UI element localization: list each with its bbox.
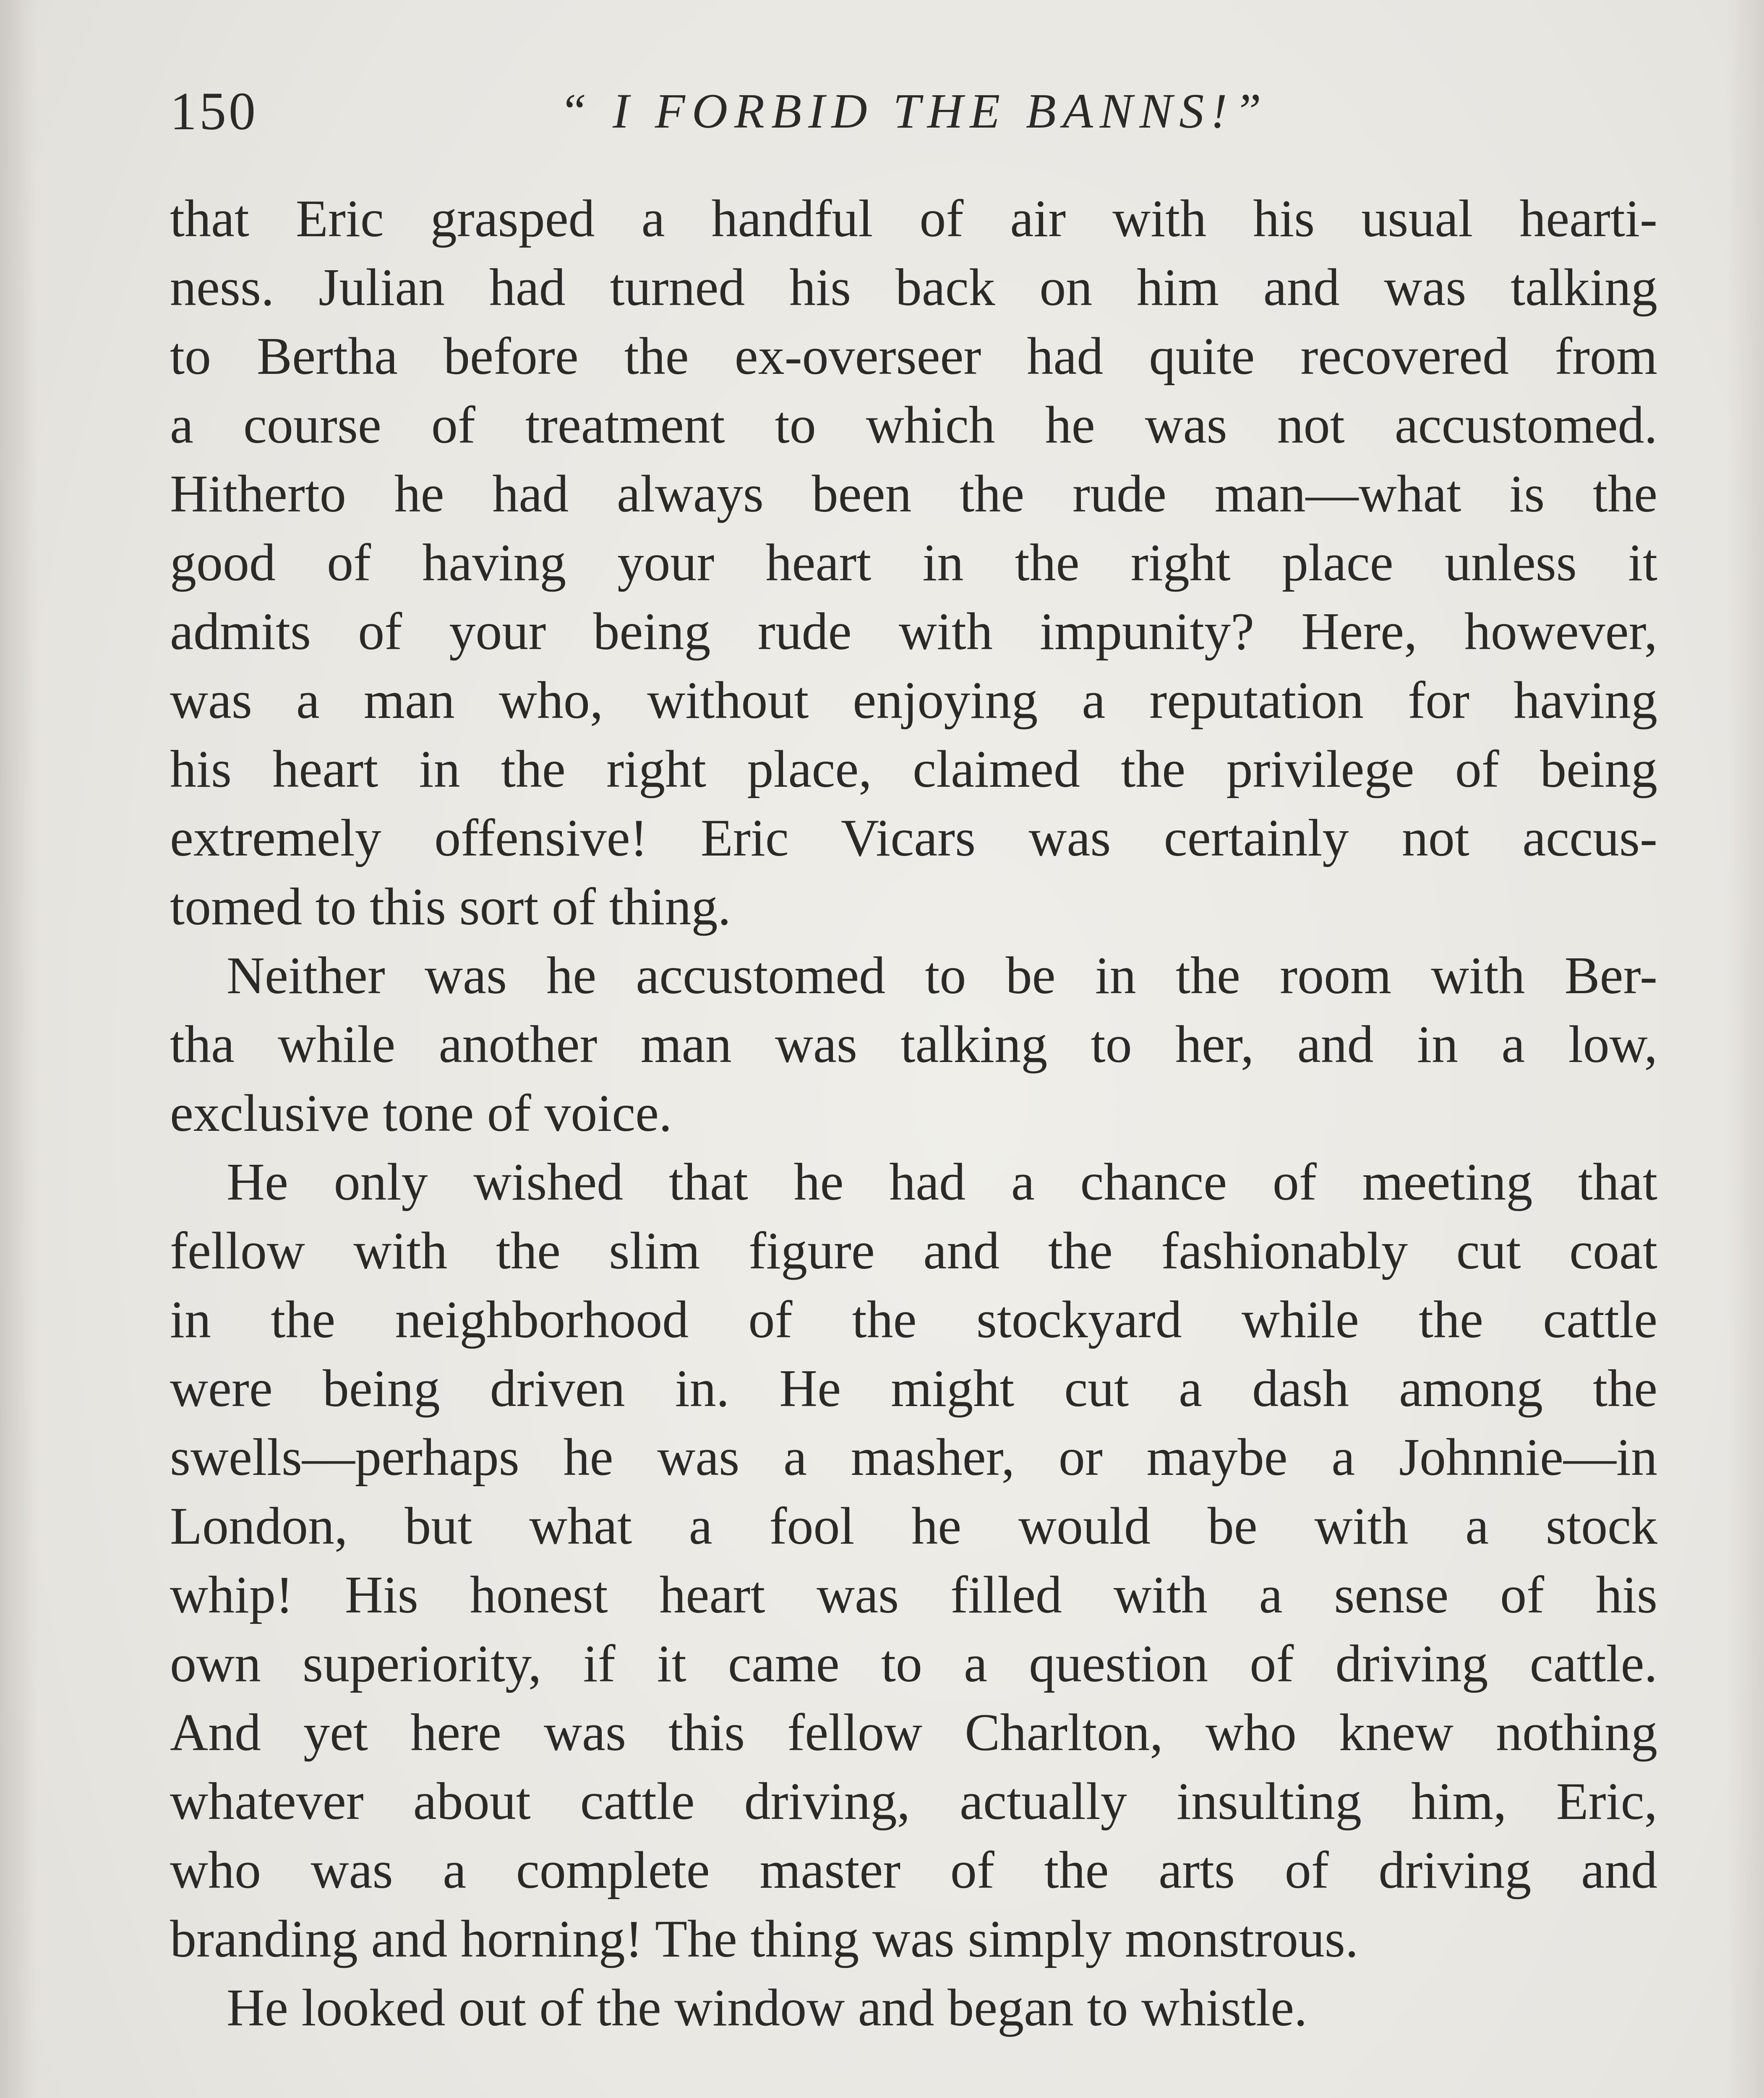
text-line: good of having your heart in the right place unless it [170, 534, 1657, 592]
text-line: branding and horning! The thing was simply monstrous. [170, 1910, 1359, 1968]
text-line: ness. Julian had turned his back on him and was talking [170, 258, 1657, 317]
text-line: that Eric grasped a handful of air with his usual hearti- [170, 190, 1657, 248]
running-head [170, 82, 1657, 141]
text-line: his heart in the right place, claimed the privilege of being [170, 740, 1657, 798]
text-line: was a man who, without enjoying a reputation for having [170, 671, 1657, 730]
text-line: He only wished that he had a chance of meeting that [227, 1153, 1657, 1211]
text-line: to Bertha before the ex-overseer had quite recovered from [170, 327, 1657, 386]
text-line: who was a complete master of the arts of driving and [170, 1841, 1657, 1900]
text-line: in the neighborhood of the stockyard while the cattle [170, 1291, 1657, 1349]
text-line: Neither was he accustomed to be in the room with Ber- [227, 947, 1657, 1005]
text-line: Hitherto he had always been the rude man—what is the [170, 465, 1657, 523]
text-line: exclusive tone of voice. [170, 1084, 672, 1143]
page-edge-shadow-right [1726, 0, 1764, 2098]
page-number: 150 [170, 81, 258, 141]
body-text [170, 185, 1657, 2043]
running-title: “ I FORBID THE BANNS!” [559, 84, 1268, 138]
text-line: own superiority, if it came to a question of driving cattle. [170, 1635, 1657, 1693]
text-line: tha while another man was talking to her, and in a low, [170, 1015, 1657, 1074]
text-line: extremely offensive! Eric Vicars was certainly not accus- [170, 809, 1657, 867]
text-line: He looked out of the window and began to whistle. [227, 1979, 1307, 2037]
text-line: fellow with the slim figure and the fashionably cut coat [170, 1222, 1657, 1280]
text-line: whatever about cattle driving, actually insulting him, Eric, [170, 1772, 1657, 1831]
text-line: whip! His honest heart was filled with a sense of his [170, 1566, 1657, 1624]
text-line: tomed to this sort of thing. [170, 878, 731, 936]
text-line: a course of treatment to which he was not accustomed. [170, 396, 1657, 454]
text-line: swells—perhaps he was a masher, or maybe a Johnnie—in [170, 1428, 1657, 1487]
text-line: And yet here was this fellow Charlton, who knew nothing [170, 1704, 1657, 1762]
page-edge-shadow-left [0, 0, 38, 2098]
text-line: admits of your being rude with impunity? Here, however, [170, 603, 1657, 661]
text-line: were being driven in. He might cut a dash among the [170, 1360, 1657, 1418]
text-line: London, but what a fool he would be with a stock [170, 1497, 1657, 1555]
